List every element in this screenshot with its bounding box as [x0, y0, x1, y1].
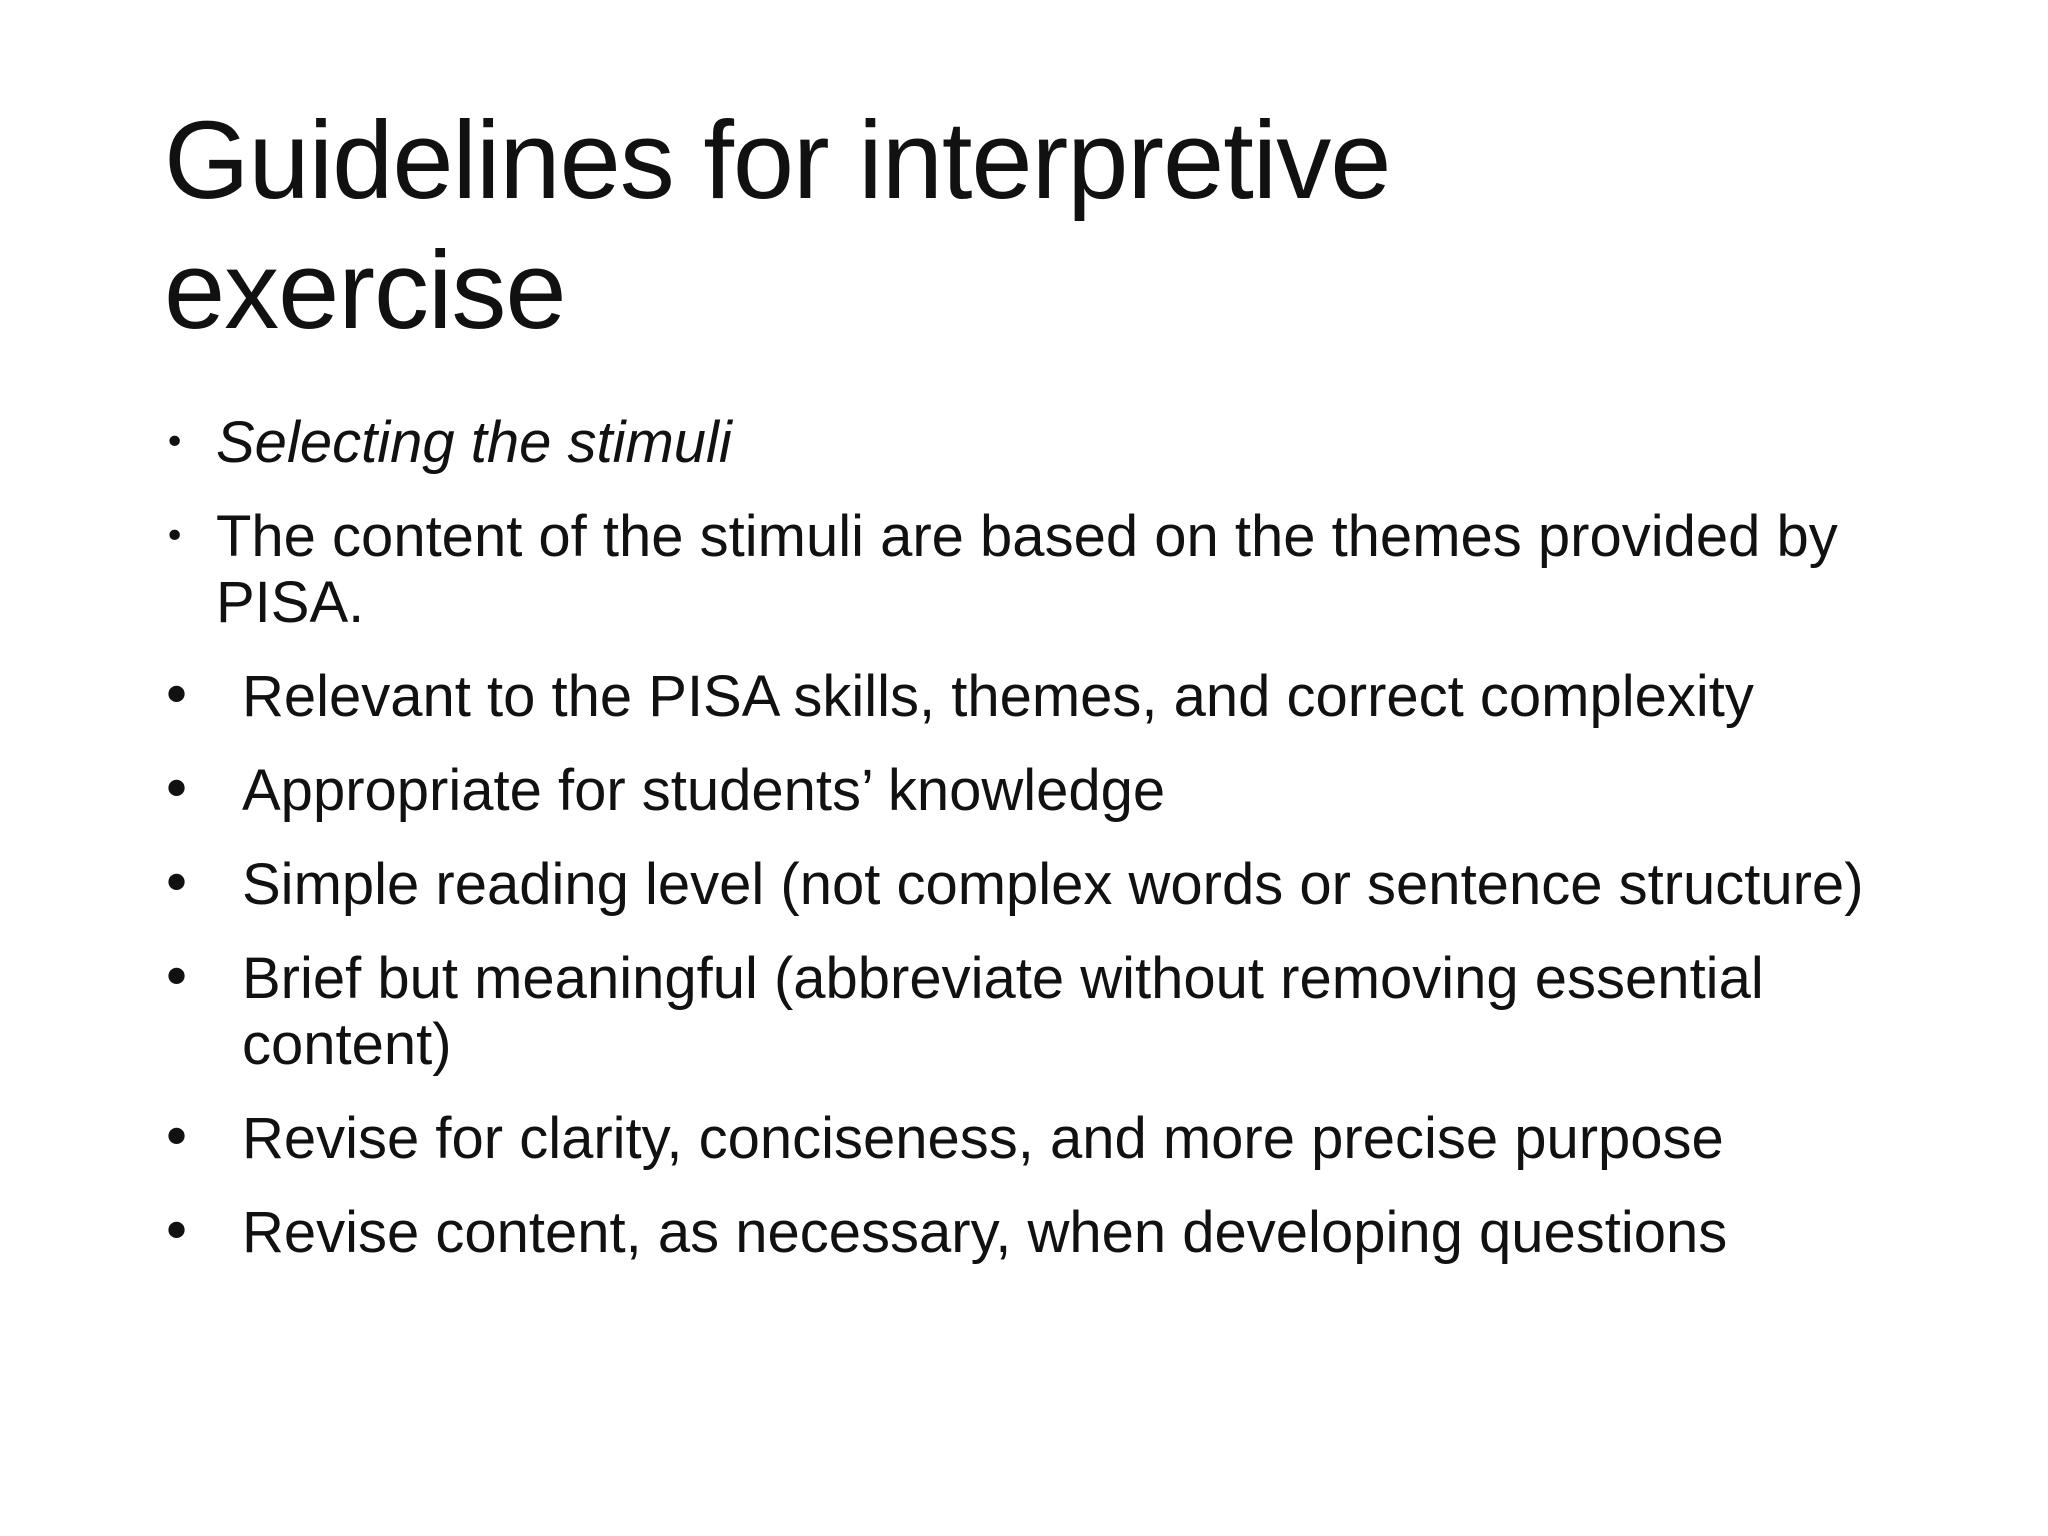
bullet-icon: •: [160, 758, 194, 823]
bullet-icon: •: [164, 422, 186, 463]
list-item-text: Brief but meaningful (abbreviate without removing essential content): [242, 946, 1764, 1077]
list-item-text: Appropriate for students’ knowledge: [242, 758, 1166, 823]
list-item-text: Relevant to the PISA skills, themes, and correct complexity: [242, 664, 1754, 729]
slide-title-line-2: exercise: [164, 229, 566, 352]
bullet-icon: •: [160, 1200, 194, 1265]
list-item-text: Revise content, as necessary, when developing questions: [242, 1200, 1728, 1265]
list-item: [160, 664, 1964, 730]
list-item: [164, 504, 1964, 636]
list-item-text: Simple reading level (not complex words or sentence structure): [242, 852, 1864, 917]
bullet-icon: •: [160, 1106, 194, 1171]
bullet-icon: •: [160, 664, 194, 729]
slide-title: [164, 96, 1864, 356]
bullet-icon: •: [164, 516, 186, 557]
list-item: [160, 946, 1964, 1078]
list-item: [160, 852, 1964, 918]
list-item-text: Selecting the stimuli: [216, 410, 732, 475]
list-item-text: Revise for clarity, conciseness, and more precise purpose: [242, 1106, 1724, 1171]
list-item: [160, 1106, 1964, 1172]
list-item: [160, 1200, 1964, 1266]
bullet-icon: •: [160, 946, 194, 1011]
list-item: [160, 758, 1964, 824]
bullet-list: [160, 410, 1964, 1294]
slide-title-line-1: Guidelines for interpretive: [164, 99, 1391, 222]
bullet-icon: •: [160, 852, 194, 917]
list-item: [164, 410, 1964, 476]
list-item-text: The content of the stimuli are based on the themes provided by PISA.: [216, 504, 1838, 635]
